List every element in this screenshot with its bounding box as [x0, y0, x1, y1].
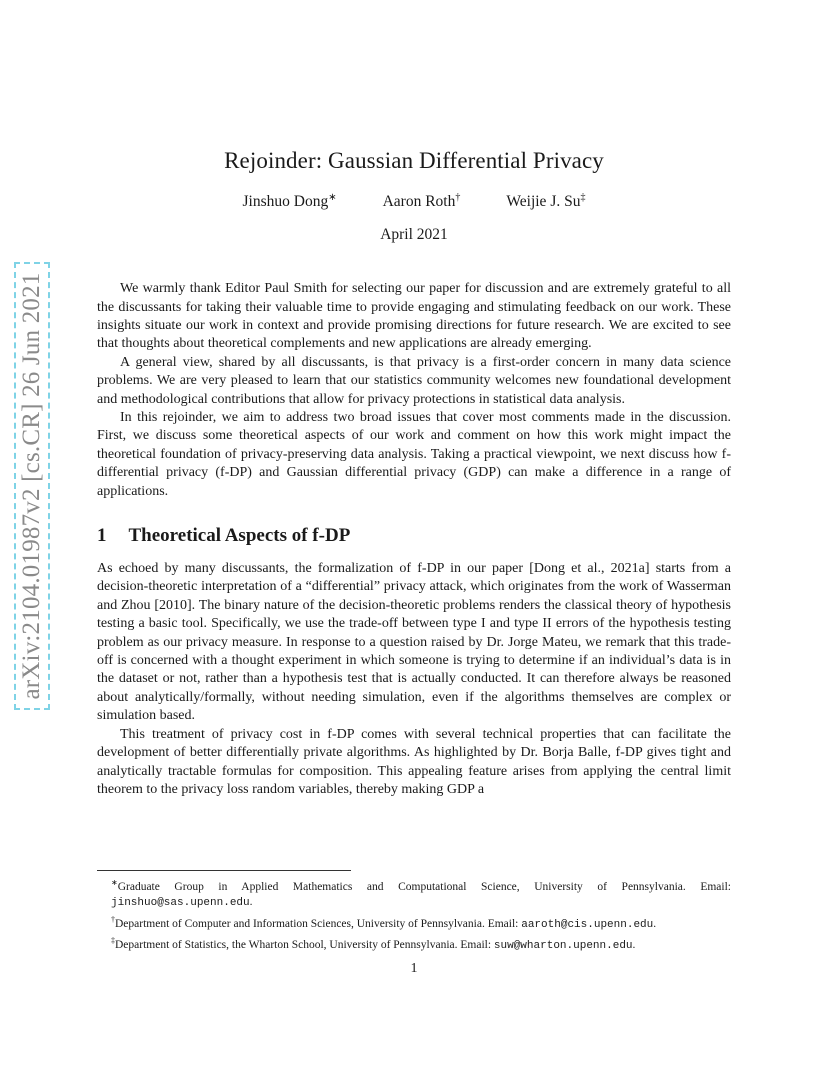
author-list: [97, 192, 731, 211]
footnote-rule: [97, 870, 351, 871]
intro-paragraph: In this rejoinder, we aim to address two broad issues that cover most comments made in the discussion. First, we discuss some theoretical aspects of our work and comment on how this work might impact the theoretical foundation of privacy-preserving data analysis. Taking a practical viewpoint, we next discuss how f-differential privacy (f-DP) and Gaussian differential privacy (GDP) can make a difference in a range of applications.: [97, 410, 731, 499]
author: Jinshuo Dong∗: [242, 192, 337, 211]
intro-paragraph: A general view, shared by all discussants, is that privacy is a first-order concern in many data science problems. We are very pleased to learn that our statistics community welcomes new foundational development and methodological contributions that allow for privacy protections in statistical data analysis.: [97, 354, 731, 407]
paper-title: Rejoinder: Gaussian Differential Privacy: [224, 148, 604, 173]
arxiv-identifier: arXiv:2104.01987v2 [cs.CR] 26 Jun 2021: [18, 272, 45, 700]
arxiv-stamp: [14, 262, 50, 710]
section-title: Theoretical Aspects of f-DP: [128, 525, 351, 547]
paper-date: April 2021: [380, 226, 448, 244]
footnote: ∗Graduate Group in Applied Mathematics and Computational Science, University of Pennsylvania. Email: jinshuo@sas.upenn.edu.: [111, 878, 731, 910]
email-link[interactable]: aaroth@cis.upenn.edu: [521, 918, 654, 931]
footnotes: [97, 875, 731, 954]
page-number: 1: [410, 961, 418, 976]
section-paragraph: This treatment of privacy cost in f-DP comes with several technical properties that can facilitate the development of better differentially private algorithms. As highlighted by Dr. Borja Balle, f-DP gives tight and analytically tractable formulas for composition. This appealing feature arises from applying the central limit theorem to the privacy loss random variables, thereby making GDP a: [97, 726, 731, 797]
email-link[interactable]: jinshuo@sas.upenn.edu: [111, 897, 250, 910]
author: Aaron Roth†: [382, 192, 461, 211]
section-heading: [97, 525, 731, 547]
section-number: 1: [97, 525, 107, 547]
paper-page: [97, 148, 731, 799]
author: Weijie J. Su‡: [506, 192, 586, 211]
intro-paragraph: We warmly thank Editor Paul Smith for selecting our paper for discussion and are extremely grateful to all the discussants for taking their valuable time to provide engaging and stimulating feedback on our work. These insights situate our work in context and provide promising directions for future research. We are excited to see that thoughts about theoretical complements and new applications are already emerging.: [97, 281, 731, 352]
footnote: †Department of Computer and Information Sciences, University of Pennsylvania. Email: aaroth@cis.upenn.edu.: [111, 914, 657, 931]
section-paragraph: As echoed by many discussants, the formalization of f-DP in our paper [Dong et al., 2021a] starts from a decision-theoretic interpretation of a “differential” privacy attack, which originates from the work of Wasserman and Zhou [2010]. The binary nature of the decision-theoretic problems renders the classical theory of hypothesis testing a basic tool. Specifically, we use the trade-off between type I and type II errors of the hypothesis testing problem as our privacy measure. In response to a question raised by Dr. Jorge Mateu, we remark that this trade-off is concerned with a thought experiment in which someone is trying to determine if an individual’s data is in the dataset or not, rather than a hypothesis test that is actually conducted. It can therefore always be reasoned about analytically/formally, without needing simulation, even if the algorithms themselves are complex or simulation based.: [97, 561, 731, 724]
email-link[interactable]: suw@wharton.upenn.edu: [493, 939, 633, 952]
footnote: ‡Department of Statistics, the Wharton School, University of Pennsylvania. Email: suw@wharton.upenn.edu.: [111, 936, 636, 952]
